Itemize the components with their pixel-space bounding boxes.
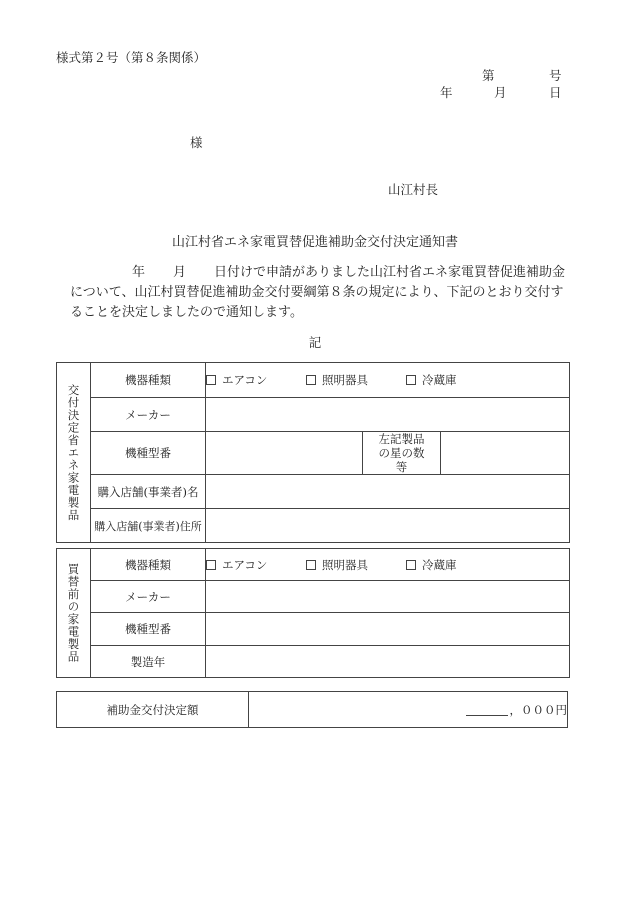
- amount-value: ，０００円: [509, 702, 567, 717]
- doc-number-prefix: 第: [482, 68, 495, 83]
- body-month: 月: [173, 265, 187, 280]
- star-rating-label: 左記製品の星の数等: [363, 432, 441, 475]
- checkbox-icon[interactable]: [406, 560, 416, 570]
- body-year: 年: [132, 265, 146, 280]
- old-maker-field[interactable]: [206, 581, 570, 613]
- amount-label: 補助金交付決定額: [57, 692, 249, 728]
- type-label: 機器種類: [91, 363, 206, 398]
- star-rating-field[interactable]: [441, 432, 570, 475]
- ki-heading: 記: [308, 335, 322, 350]
- type-options: [206, 363, 570, 398]
- old-type-options: [206, 549, 570, 581]
- old-option-lighting[interactable]: 照明器具: [306, 557, 406, 573]
- option-lighting[interactable]: 照明器具: [306, 372, 406, 388]
- old-appliance-table: [56, 548, 570, 678]
- body-paragraph: [70, 263, 570, 323]
- doc-number-suffix: 号: [549, 68, 562, 83]
- old-option-fridge[interactable]: 冷蔵庫: [406, 557, 457, 573]
- date-month: 月: [494, 85, 507, 100]
- addressee-suffix: 様: [190, 135, 203, 150]
- document-title: 山江村省エネ家電買替促進補助金交付決定通知書: [171, 235, 458, 250]
- store-address-label: 購入店舗(事業者)住所: [91, 509, 206, 543]
- amount-table: [56, 691, 568, 728]
- old-appliance-section-label: 買替前の家電製品: [57, 549, 91, 678]
- checkbox-icon[interactable]: [306, 560, 316, 570]
- date-year: 年: [440, 85, 453, 100]
- old-model-field[interactable]: [206, 613, 570, 646]
- body-text: 日付けで申請がありました山江村省エネ家電買替促進補助金について、山江村買替促進補助金交付要綱第８条の規定により、下記のとおり交付することを決定しましたので通知します。: [70, 265, 566, 320]
- year-made-field[interactable]: [206, 646, 570, 678]
- issuer: 山江村長: [388, 182, 439, 197]
- old-option-aircon[interactable]: エアコン: [206, 557, 306, 573]
- checkbox-icon[interactable]: [206, 560, 216, 570]
- store-name-field[interactable]: [206, 475, 570, 509]
- store-name-label: 購入店舗(事業者)名: [91, 475, 206, 509]
- checkbox-icon[interactable]: [306, 375, 316, 385]
- new-appliance-section-label: 交付決定省エネ家電製品: [57, 363, 91, 543]
- option-fridge[interactable]: 冷蔵庫: [406, 372, 457, 388]
- old-type-label: 機器種類: [91, 549, 206, 581]
- maker-label: メーカー: [91, 398, 206, 432]
- option-aircon[interactable]: エアコン: [206, 372, 306, 388]
- store-address-field[interactable]: [206, 509, 570, 543]
- amount-field[interactable]: [249, 692, 568, 728]
- date-day: 日: [549, 85, 562, 100]
- year-made-label: 製造年: [91, 646, 206, 678]
- old-model-label: 機種型番: [91, 613, 206, 646]
- new-appliance-table: [56, 362, 570, 543]
- amount-blank[interactable]: [466, 705, 508, 716]
- old-maker-label: メーカー: [91, 581, 206, 613]
- model-label: 機種型番: [91, 432, 206, 475]
- checkbox-icon[interactable]: [206, 375, 216, 385]
- form-number: 様式第２号（第８条関係）: [56, 50, 207, 65]
- checkbox-icon[interactable]: [406, 375, 416, 385]
- model-field[interactable]: [206, 432, 363, 475]
- maker-field[interactable]: [206, 398, 570, 432]
